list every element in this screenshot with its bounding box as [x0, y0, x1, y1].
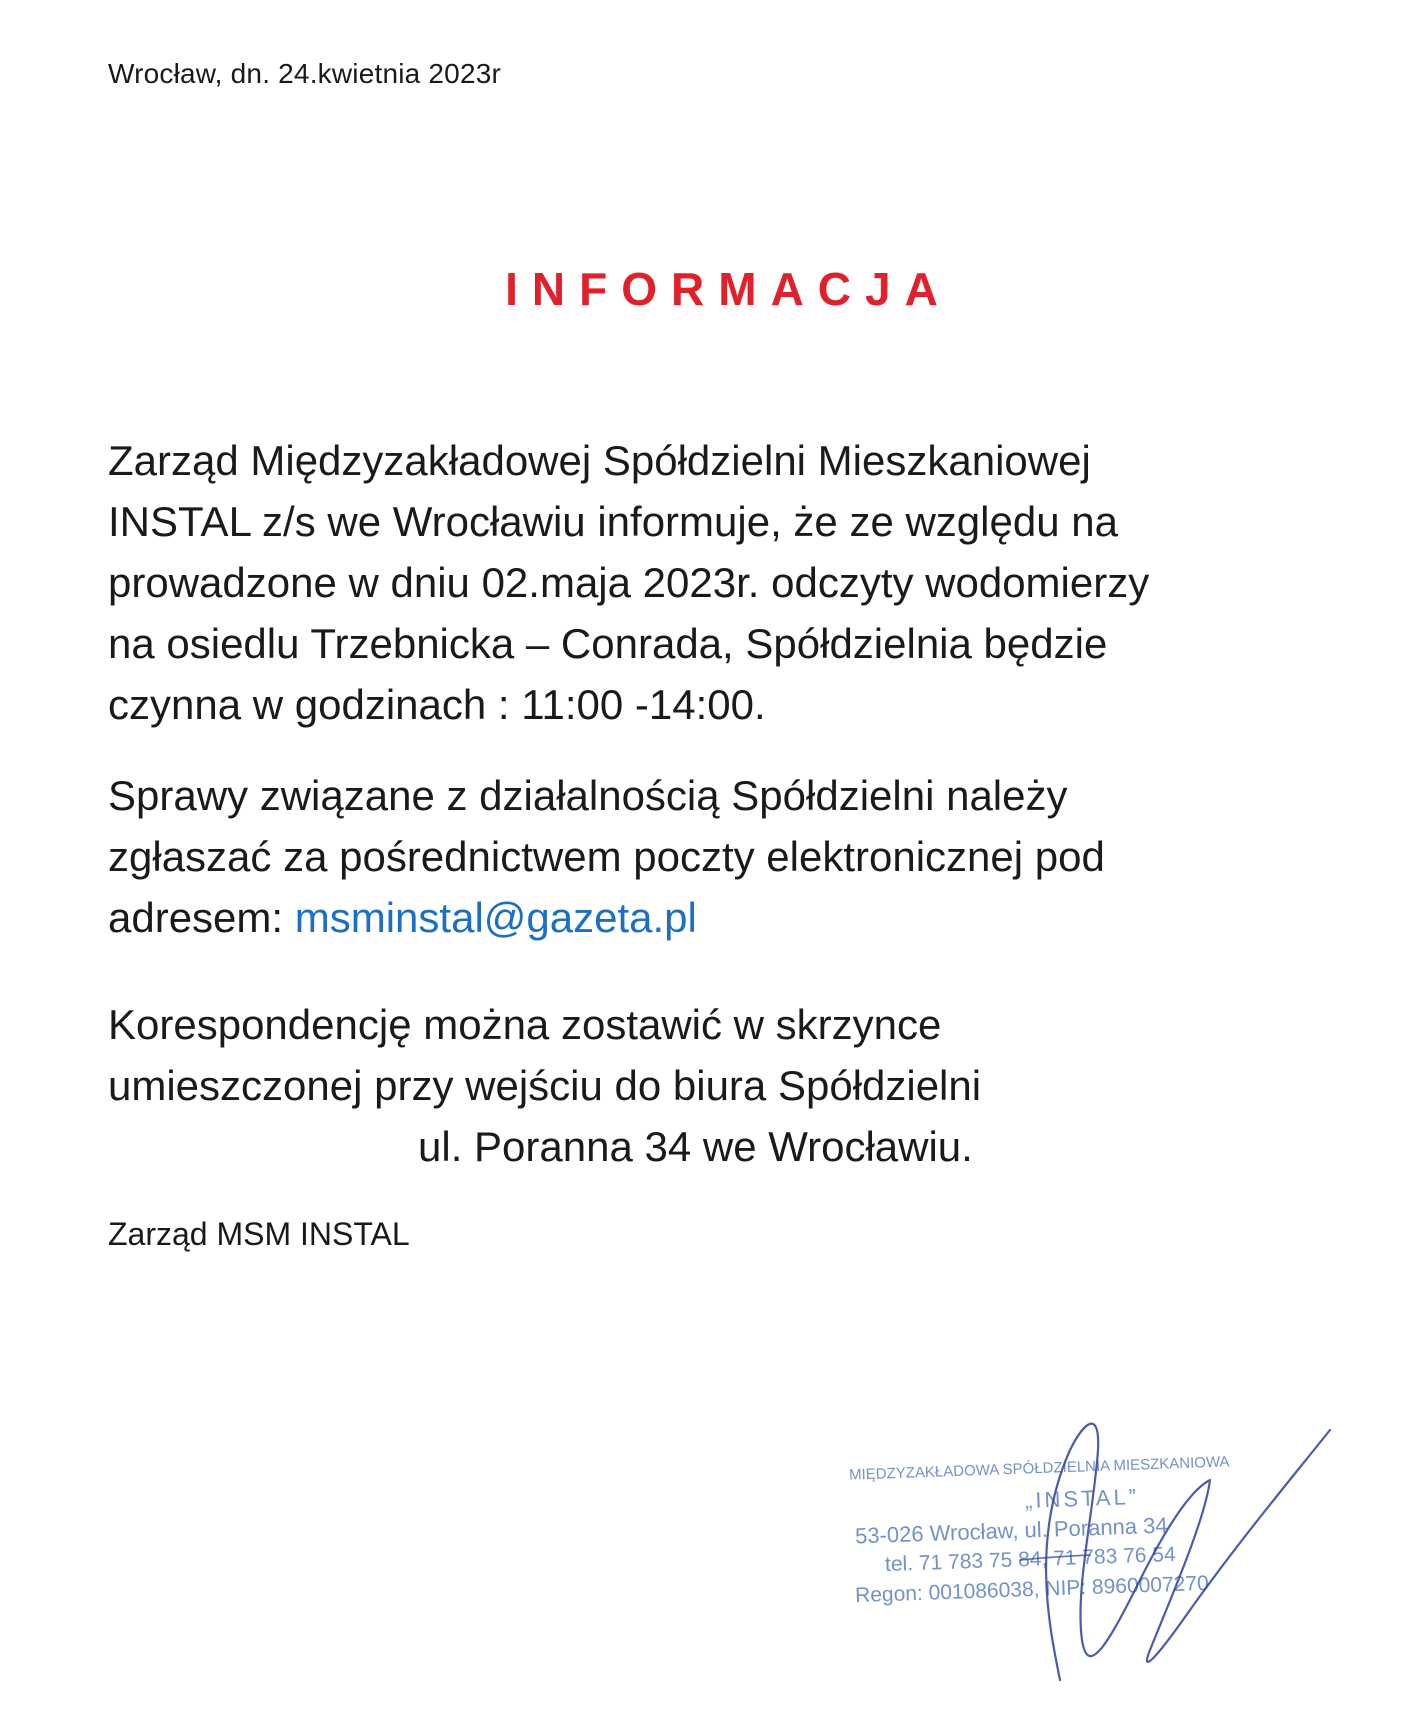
address-prefix: adresem:: [108, 894, 295, 941]
stamp-line: „INSTAL”: [1024, 1484, 1140, 1513]
paragraph-line: zgłaszać za pośrednictwem poczty elektronicznej pod: [108, 833, 1105, 880]
paragraph-correspondence: [108, 994, 1368, 1177]
paragraph-line: prowadzone w dniu 02.maja 2023r. odczyty wodomierzy: [108, 559, 1150, 606]
paragraph-line: [108, 887, 1368, 948]
date-line: Wrocław, dn. 24.kwietnia 2023r: [108, 58, 502, 89]
paragraph-line: Zarząd Międzyzakładowej Spółdzielni Mieszkaniowej: [108, 437, 1091, 484]
document-heading: INFORMACJA: [505, 263, 952, 315]
paragraph-line: Korespondencję można zostawić w skrzynce: [108, 1001, 942, 1048]
stamp-line: MIĘDZYZAKŁADOWA SPÓŁDZIELNIA MIESZKANIOWA: [848, 1453, 1230, 1484]
signature-stroke: [1020, 1555, 1090, 1560]
handwritten-signature: [990, 1390, 1350, 1710]
paragraph-line: umieszczonej przy wejściu do biura Spółdzielni: [108, 1062, 982, 1109]
paragraph-contact: [108, 765, 1368, 948]
signature-stroke: [1046, 1424, 1330, 1680]
paragraph-line: INSTAL z/s we Wrocławiu informuje, że ze względu na: [108, 498, 1118, 545]
stamp-line: Regon: 001086038, NIP: 8960007270: [854, 1571, 1210, 1608]
signoff: Zarząd MSM INSTAL: [108, 1216, 410, 1252]
paragraph-line: Sprawy związane z działalnością Spółdzielni należy: [108, 772, 1068, 819]
paragraph-line: czynna w godzinach : 11:00 -14:00.: [108, 681, 766, 728]
stamp-line: 53-026 Wrocław, ul. Poranna 34: [854, 1512, 1169, 1549]
paragraph-announcement: [108, 430, 1368, 735]
email-link[interactable]: msminstal@gazeta.pl: [294, 894, 697, 941]
paragraph-line: na osiedlu Trzebnicka – Conrada, Spółdzielnia będzie: [108, 620, 1108, 667]
paragraph-line: ul. Poranna 34 we Wrocławiu.: [418, 1123, 973, 1170]
stamp-line: tel. 71 783 75 84, 71 783 76 54: [884, 1542, 1177, 1577]
